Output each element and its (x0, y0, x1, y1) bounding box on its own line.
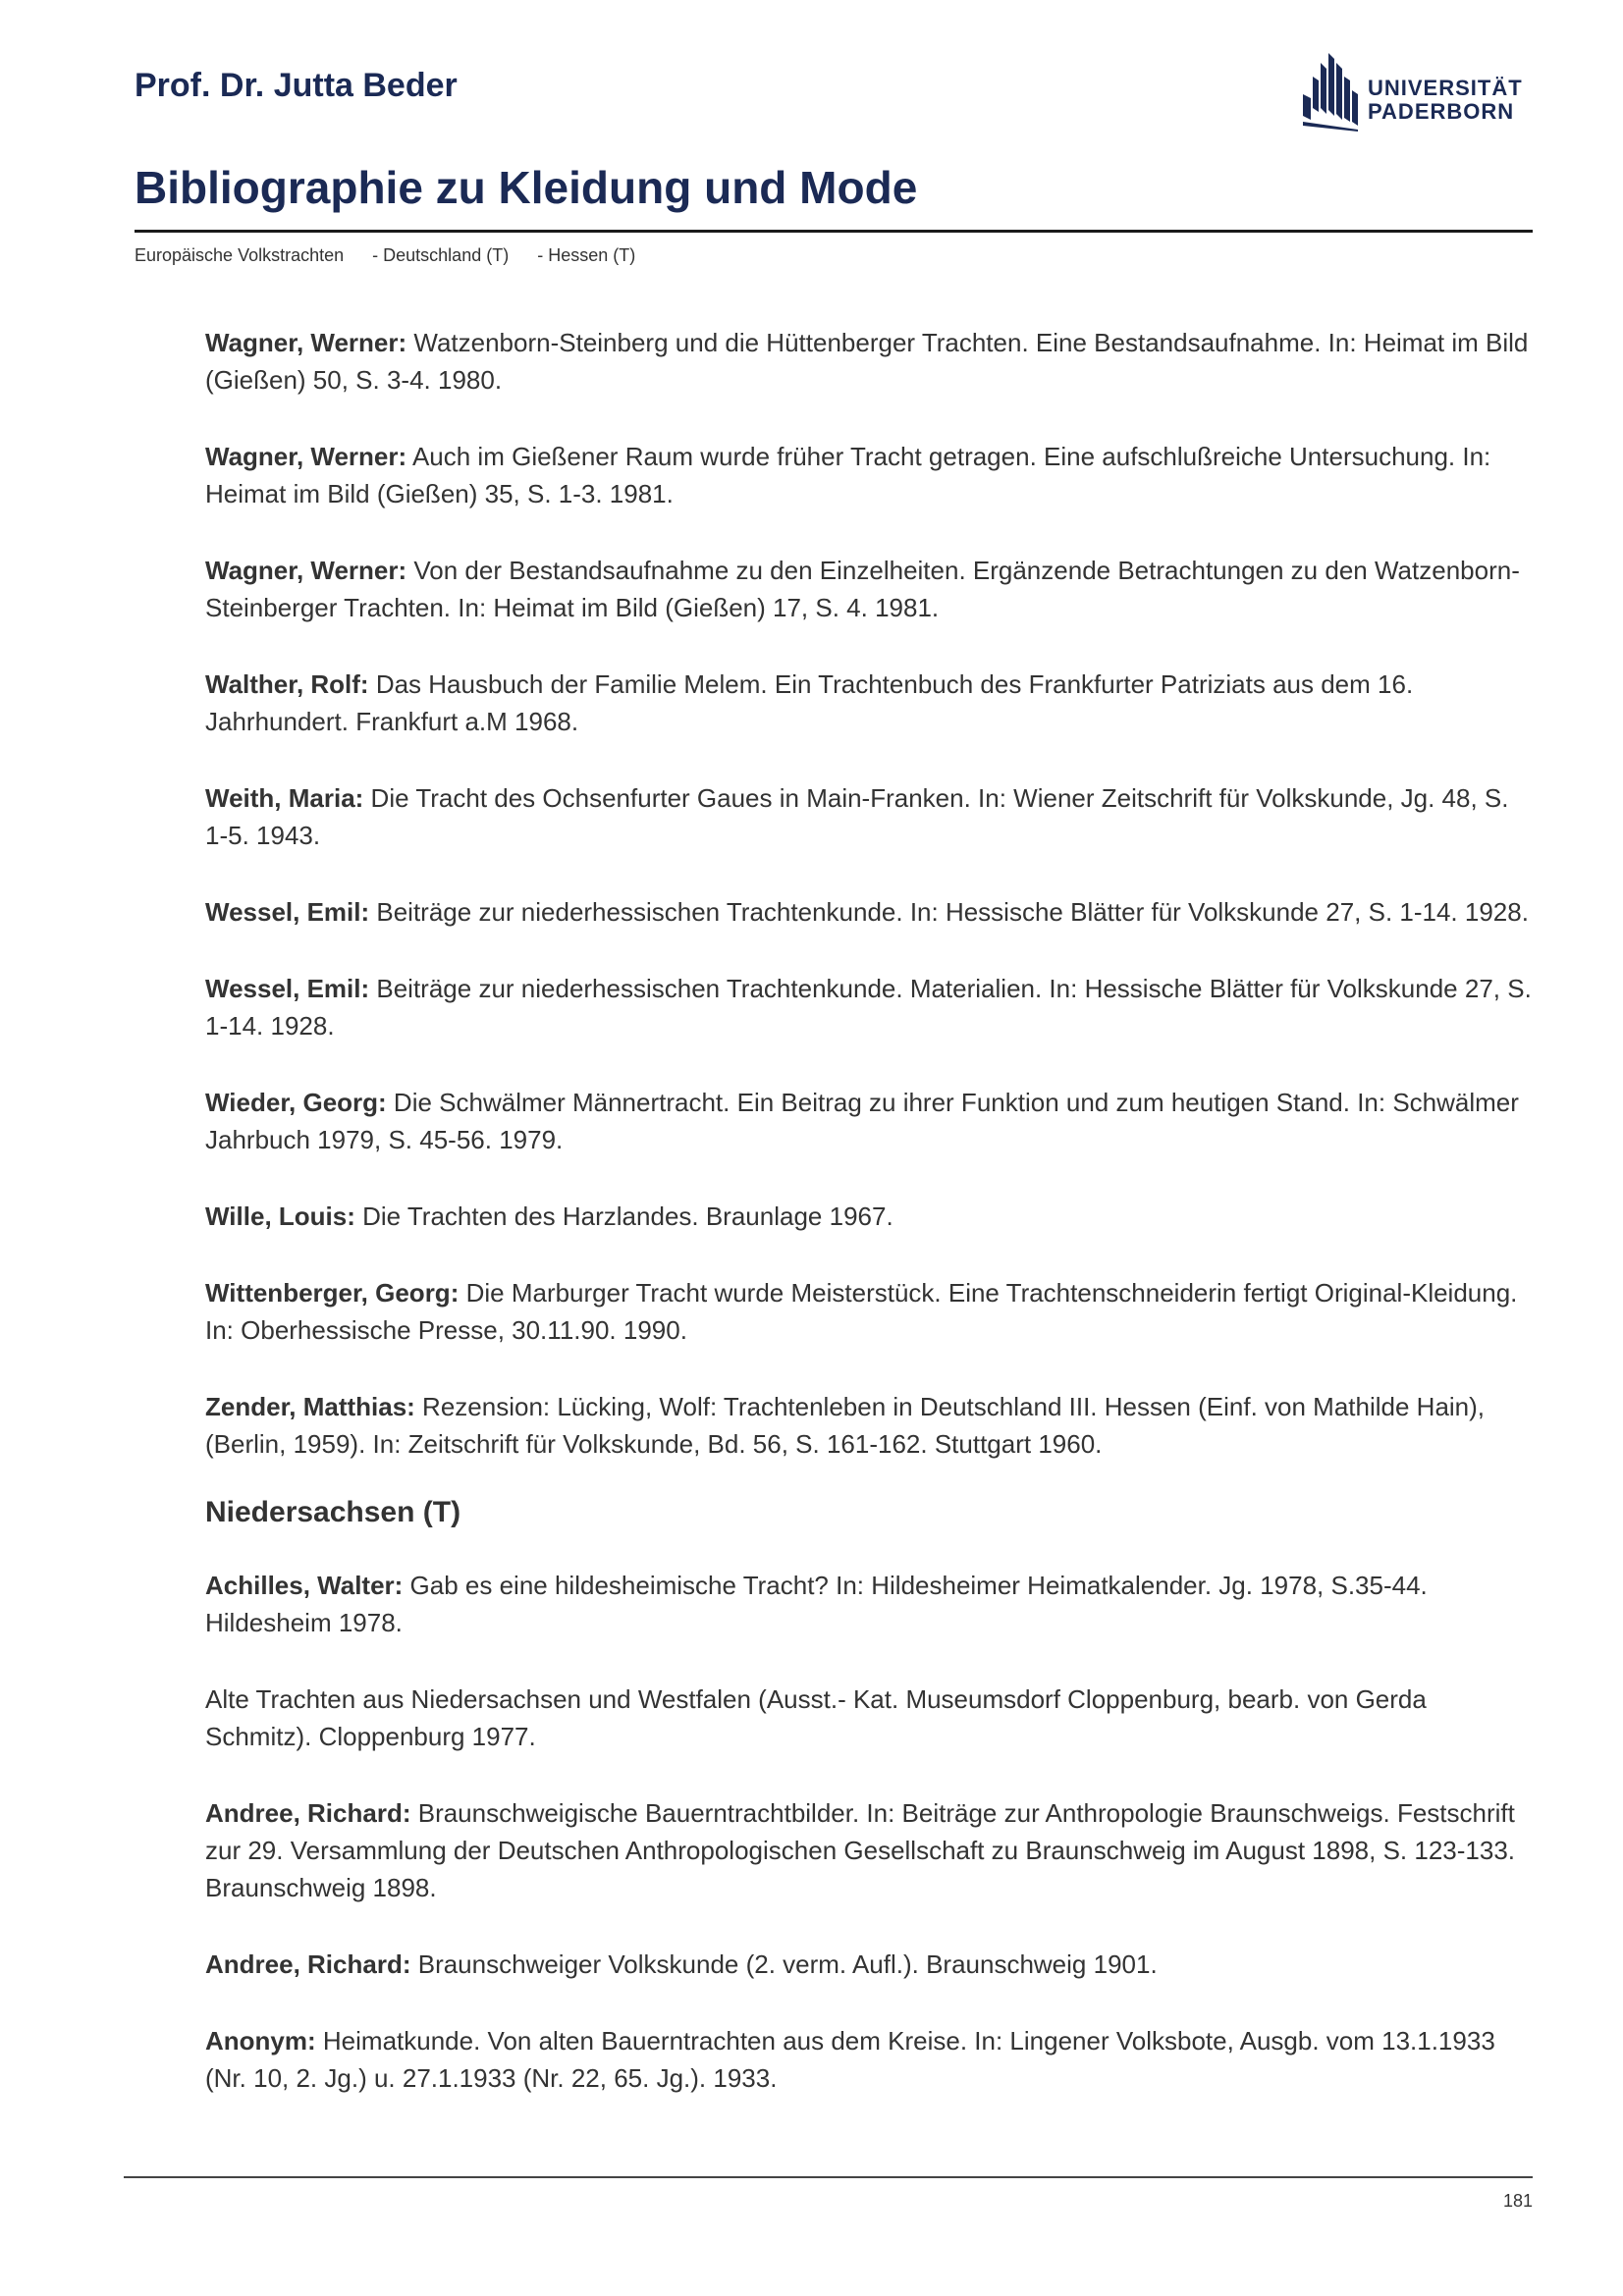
bibliography-entry (205, 1794, 1536, 1906)
bibliography-entry (205, 779, 1536, 854)
entry-author: Wessel, Emil: (205, 897, 370, 927)
entry-author: Achilles, Walter: (205, 1571, 404, 1600)
entry-text: Die Schwälmer Männertracht. Ein Beitrag zu ihrer Funktion und zum heutigen Stand. In: Schwälmer Jahrbuch 1979, S. 45-56. 1979. (205, 1088, 1519, 1154)
breadcrumb (135, 245, 659, 266)
bibliography-entry (205, 1388, 1536, 1463)
entry-text: Beiträge zur niederhessischen Trachtenkunde. In: Hessische Blätter für Volkskunde 27, S. 1-14. 1928. (369, 897, 1529, 927)
entry-author: Wittenberger, Georg: (205, 1278, 460, 1308)
entry-text: Die Tracht des Ochsenfurter Gaues in Main-Franken. In: Wiener Zeitschrift für Volkskunde, Jg. 48, S. 1-5. 1943. (205, 783, 1509, 850)
bibliography-entry (205, 324, 1536, 399)
bibliography-entry (205, 1274, 1536, 1349)
entry-author: Zender, Matthias: (205, 1392, 415, 1421)
entry-text: Von der Bestandsaufnahme zu den Einzelheiten. Ergänzende Betrachtungen zu den Watzenborn-Steinberger Trachten. In: Heimat im Bild (Gießen) 17, S. 4. 1981. (205, 556, 1520, 622)
university-paderborn-logo-icon (1299, 51, 1362, 132)
entry-text: Das Hausbuch der Familie Melem. Ein Trachtenbuch des Frankfurter Patriziats aus dem 16. Jahrhundert. Frankfurt a.M 1968. (205, 669, 1414, 736)
entry-text: Auch im Gießener Raum wurde früher Tracht getragen. Eine aufschlußreiche Untersuchung. In: Heimat im Bild (Gießen) 35, S. 1-3. 1981. (205, 442, 1491, 508)
entry-text: Watzenborn-Steinberg und die Hüttenberger Trachten. Eine Bestandsaufnahme. In: Heimat im Bild (Gießen) 50, S. 3-4. 1980. (205, 328, 1529, 395)
entry-text: Heimatkunde. Von alten Bauerntrachten aus dem Kreise. In: Lingener Volksbote, Ausgb. vom 13.1.1933 (Nr. 10, 2. Jg.) u. 27.1.1933 (Nr. 22, 65. Jg.). 1933. (205, 2026, 1495, 2093)
entry-author: Wagner, Werner: (205, 328, 407, 357)
bibliography-entry (205, 1946, 1536, 1983)
bibliography-entry (205, 666, 1536, 740)
entry-text: Braunschweigische Bauerntrachtbilder. In: Beiträge zur Anthropologie Braunschweigs. Festschrift zur 29. Versammlung der Deutschen Anthropologischen Gesellschaft zu Braunschweig im August 1898, S. 123-133. Braunschweig 1898. (205, 1798, 1515, 1902)
entry-text: Beiträge zur niederhessischen Trachtenkunde. Materialien. In: Hessische Blätter für Volkskunde 27, S. 1-14. 1928. (205, 974, 1532, 1041)
section-heading: Niedersachsen (T) (205, 1496, 461, 1528)
entry-author: Wessel, Emil: (205, 974, 370, 1003)
entry-author: Wagner, Werner: (205, 556, 407, 585)
entry-text: Rezension: Lücking, Wolf: Trachtenleben in Deutschland III. Hessen (Einf. von Mathilde Hain), (Berlin, 1959). In: Zeitschrift für Volkskunde, Bd. 56, S. 161-162. Stuttgart 1960. (205, 1392, 1486, 1459)
entry-text: Gab es eine hildesheimische Tracht? In: Hildesheimer Heimatkalender. Jg. 1978, S.35-44. Hildesheim 1978. (205, 1571, 1428, 1637)
author-name: Prof. Dr. Jutta Beder (135, 67, 458, 104)
logo-line-2: PADERBORN (1368, 99, 1515, 124)
page-title: Bibliographie zu Kleidung und Mode (135, 162, 918, 213)
entry-author: Andree, Richard: (205, 1798, 411, 1828)
bibliography-entry (205, 438, 1536, 512)
entry-text: Die Marburger Tracht wurde Meisterstück. Eine Trachtenschneiderin fertigt Original-Kleidung. In: Oberhessische Presse, 30.11.90. 1990. (205, 1278, 1518, 1345)
entry-author: Anonym: (205, 2026, 316, 2056)
page-number: 181 (1502, 2191, 1533, 2211)
entry-author: Wieder, Georg: (205, 1088, 387, 1117)
entry-text: Braunschweiger Volkskunde (2. verm. Aufl.). Braunschweig 1901. (410, 1949, 1158, 1979)
bibliography-entry (205, 552, 1536, 626)
footer-divider (124, 2176, 1533, 2178)
bibliography-entry (205, 1681, 1536, 1755)
bibliography-entry (205, 1198, 1536, 1235)
bibliography-entry (205, 970, 1536, 1044)
logo-line-1: UNIVERSITÄT (1368, 76, 1523, 100)
breadcrumb-item: Europäische Volkstrachten (135, 245, 345, 265)
entry-text: Die Trachten des Harzlandes. Braunlage 1967. (354, 1201, 893, 1231)
breadcrumb-item: - Hessen (T) (537, 245, 636, 265)
entry-text: Alte Trachten aus Niedersachsen und Westfalen (Ausst.- Kat. Museumsdorf Cloppenburg, bearb. von Gerda Schmitz). Cloppenburg 1977. (205, 1684, 1427, 1751)
entry-author: Weith, Maria: (205, 783, 364, 813)
university-logo (1299, 51, 1535, 132)
breadcrumb-item: - Deutschland (T) (372, 245, 510, 265)
bibliography-entry (205, 1084, 1536, 1158)
entry-author: Andree, Richard: (205, 1949, 411, 1979)
title-divider (135, 230, 1533, 233)
bibliography-list (205, 324, 1536, 2136)
bibliography-entry (205, 2022, 1536, 2097)
bibliography-entry (205, 893, 1536, 931)
entry-author: Wagner, Werner: (205, 442, 407, 471)
logo-wordmark (1368, 77, 1523, 124)
bibliography-entry (205, 1567, 1536, 1641)
entry-author: Walther, Rolf: (205, 669, 369, 699)
entry-author: Wille, Louis: (205, 1201, 355, 1231)
